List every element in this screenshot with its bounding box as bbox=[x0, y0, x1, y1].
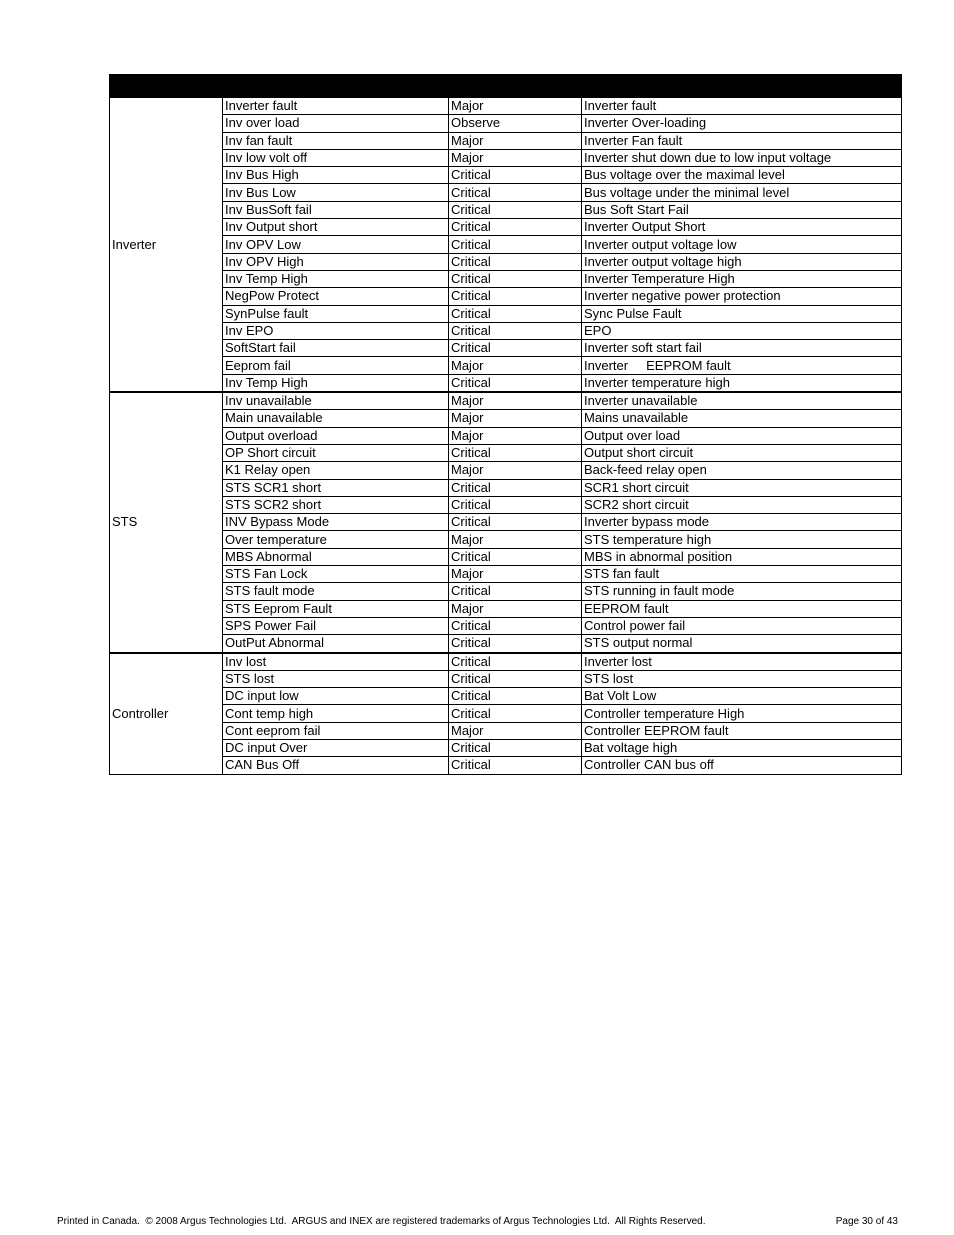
alarm-name-cell: STS Eeprom Fault bbox=[223, 600, 449, 617]
alarm-name-cell: Inv fan fault bbox=[223, 132, 449, 149]
alarm-name-cell: MBS Abnormal bbox=[223, 548, 449, 565]
alarm-name-cell: Main unavailable bbox=[223, 410, 449, 427]
alarm-name-cell: SynPulse fault bbox=[223, 305, 449, 322]
description-cell: Control power fail bbox=[582, 617, 902, 634]
group-controller bbox=[110, 653, 902, 775]
table-row bbox=[110, 253, 902, 270]
description-cell: STS running in fault mode bbox=[582, 583, 902, 600]
description-cell: SCR2 short circuit bbox=[582, 496, 902, 513]
severity-cell: Observe bbox=[449, 115, 582, 132]
description-cell: Inverter fault bbox=[582, 97, 902, 115]
description-cell: STS temperature high bbox=[582, 531, 902, 548]
table-row bbox=[110, 722, 902, 739]
header-cell-severity bbox=[449, 75, 582, 98]
table-row bbox=[110, 531, 902, 548]
table-row bbox=[110, 462, 902, 479]
alarm-name-cell: Inv EPO bbox=[223, 322, 449, 339]
table-row bbox=[110, 270, 902, 287]
group-inverter bbox=[110, 97, 902, 392]
severity-cell: Major bbox=[449, 392, 582, 410]
description-cell: EPO bbox=[582, 322, 902, 339]
severity-cell: Major bbox=[449, 410, 582, 427]
description-cell: Inverter bypass mode bbox=[582, 514, 902, 531]
alarm-name-cell: INV Bypass Mode bbox=[223, 514, 449, 531]
alarm-name-cell: STS Fan Lock bbox=[223, 566, 449, 583]
table-row bbox=[110, 288, 902, 305]
severity-cell: Critical bbox=[449, 270, 582, 287]
alarm-name-cell: Inv Temp High bbox=[223, 374, 449, 392]
table-row bbox=[110, 600, 902, 617]
description-cell: Inverter Over-loading bbox=[582, 115, 902, 132]
table-row bbox=[110, 566, 902, 583]
alarm-name-cell: OutPut Abnormal bbox=[223, 635, 449, 653]
table-row bbox=[110, 653, 902, 671]
severity-cell: Critical bbox=[449, 444, 582, 461]
severity-cell: Critical bbox=[449, 219, 582, 236]
table-header bbox=[110, 75, 902, 98]
alarm-name-cell: Inv lost bbox=[223, 653, 449, 671]
table-row bbox=[110, 236, 902, 253]
description-cell: Inverter unavailable bbox=[582, 392, 902, 410]
table-row bbox=[110, 374, 902, 392]
severity-cell: Major bbox=[449, 566, 582, 583]
severity-cell: Critical bbox=[449, 374, 582, 392]
description-cell: Inverter negative power protection bbox=[582, 288, 902, 305]
alarm-name-cell: DC input low bbox=[223, 688, 449, 705]
alarm-name-cell: Inv OPV Low bbox=[223, 236, 449, 253]
severity-cell: Major bbox=[449, 427, 582, 444]
severity-cell: Major bbox=[449, 600, 582, 617]
description-cell: Controller temperature High bbox=[582, 705, 902, 722]
table-row bbox=[110, 705, 902, 722]
description-cell: Controller EEPROM fault bbox=[582, 722, 902, 739]
severity-cell: Critical bbox=[449, 167, 582, 184]
table-row bbox=[110, 322, 902, 339]
alarm-name-cell: CAN Bus Off bbox=[223, 757, 449, 774]
table-row bbox=[110, 115, 902, 132]
alarm-name-cell: Inv over load bbox=[223, 115, 449, 132]
severity-cell: Major bbox=[449, 531, 582, 548]
description-cell: Bat voltage high bbox=[582, 739, 902, 756]
table-row bbox=[110, 548, 902, 565]
alarm-name-cell: Eeprom fail bbox=[223, 357, 449, 374]
severity-cell: Major bbox=[449, 149, 582, 166]
table-row bbox=[110, 149, 902, 166]
description-cell: Inverter Temperature High bbox=[582, 270, 902, 287]
table-row bbox=[110, 97, 902, 115]
severity-cell: Critical bbox=[449, 739, 582, 756]
header-row bbox=[110, 75, 902, 98]
table-row bbox=[110, 670, 902, 687]
severity-cell: Critical bbox=[449, 548, 582, 565]
alarm-name-cell: Inverter fault bbox=[223, 97, 449, 115]
severity-cell: Critical bbox=[449, 253, 582, 270]
description-cell: Output short circuit bbox=[582, 444, 902, 461]
severity-cell: Critical bbox=[449, 653, 582, 671]
severity-cell: Major bbox=[449, 462, 582, 479]
description-cell: STS fan fault bbox=[582, 566, 902, 583]
footer-page-number: Page 30 of 43 bbox=[835, 1216, 898, 1227]
severity-cell: Critical bbox=[449, 322, 582, 339]
table-row bbox=[110, 514, 902, 531]
description-cell: STS output normal bbox=[582, 635, 902, 653]
description-cell: Inverter shut down due to low input voltage bbox=[582, 149, 902, 166]
description-cell: MBS in abnormal position bbox=[582, 548, 902, 565]
alarm-table bbox=[109, 74, 902, 775]
severity-cell: Critical bbox=[449, 288, 582, 305]
table-row bbox=[110, 410, 902, 427]
table-row bbox=[110, 305, 902, 322]
description-cell: Mains unavailable bbox=[582, 410, 902, 427]
table-row bbox=[110, 617, 902, 634]
alarm-name-cell: STS SCR1 short bbox=[223, 479, 449, 496]
table-row bbox=[110, 739, 902, 756]
description-cell: EEPROM fault bbox=[582, 600, 902, 617]
group-label-cell: Controller bbox=[110, 653, 223, 775]
table-row bbox=[110, 132, 902, 149]
alarm-name-cell: Inv OPV High bbox=[223, 253, 449, 270]
description-cell: Controller CAN bus off bbox=[582, 757, 902, 774]
severity-cell: Critical bbox=[449, 236, 582, 253]
alarm-name-cell: Inv BusSoft fail bbox=[223, 201, 449, 218]
description-cell: Sync Pulse Fault bbox=[582, 305, 902, 322]
alarm-name-cell: Cont eeprom fail bbox=[223, 722, 449, 739]
table-row bbox=[110, 583, 902, 600]
severity-cell: Critical bbox=[449, 583, 582, 600]
table-row bbox=[110, 444, 902, 461]
description-cell: Output over load bbox=[582, 427, 902, 444]
alarm-name-cell: Inv Bus Low bbox=[223, 184, 449, 201]
table-row bbox=[110, 201, 902, 218]
severity-cell: Critical bbox=[449, 479, 582, 496]
alarm-name-cell: Inv Output short bbox=[223, 219, 449, 236]
severity-cell: Critical bbox=[449, 705, 582, 722]
severity-cell: Major bbox=[449, 132, 582, 149]
table-row bbox=[110, 184, 902, 201]
footer-copyright: Printed in Canada. © 2008 Argus Technologies Ltd. ARGUS and INEX are registered trademarks of Argus Technologies Ltd. All Rights Reserved. bbox=[57, 1216, 706, 1227]
severity-cell: Critical bbox=[449, 617, 582, 634]
description-cell: Inverter output voltage low bbox=[582, 236, 902, 253]
table-row bbox=[110, 496, 902, 513]
table-row bbox=[110, 427, 902, 444]
description-cell: Back-feed relay open bbox=[582, 462, 902, 479]
severity-cell: Critical bbox=[449, 305, 582, 322]
alarm-name-cell: SPS Power Fail bbox=[223, 617, 449, 634]
description-cell: Inverter soft start fail bbox=[582, 340, 902, 357]
severity-cell: Critical bbox=[449, 688, 582, 705]
description-cell: Inverter temperature high bbox=[582, 374, 902, 392]
description-cell: Bus voltage over the maximal level bbox=[582, 167, 902, 184]
alarm-name-cell: Cont temp high bbox=[223, 705, 449, 722]
group-label-cell: Inverter bbox=[110, 97, 223, 392]
alarm-name-cell: Inv Bus High bbox=[223, 167, 449, 184]
severity-cell: Major bbox=[449, 97, 582, 115]
alarm-name-cell: STS SCR2 short bbox=[223, 496, 449, 513]
description-cell: Bat Volt Low bbox=[582, 688, 902, 705]
table-row bbox=[110, 167, 902, 184]
description-cell: Inverter output voltage high bbox=[582, 253, 902, 270]
description-cell: Bus voltage under the minimal level bbox=[582, 184, 902, 201]
severity-cell: Major bbox=[449, 722, 582, 739]
group-sts bbox=[110, 392, 902, 652]
severity-cell: Critical bbox=[449, 514, 582, 531]
table-row bbox=[110, 757, 902, 774]
severity-cell: Critical bbox=[449, 670, 582, 687]
severity-cell: Critical bbox=[449, 757, 582, 774]
alarm-name-cell: SoftStart fail bbox=[223, 340, 449, 357]
alarm-name-cell: DC input Over bbox=[223, 739, 449, 756]
alarm-name-cell: NegPow Protect bbox=[223, 288, 449, 305]
header-cell-group bbox=[110, 75, 223, 98]
alarm-name-cell: Over temperature bbox=[223, 531, 449, 548]
severity-cell: Critical bbox=[449, 496, 582, 513]
table-row bbox=[110, 392, 902, 410]
description-cell: Bus Soft Start Fail bbox=[582, 201, 902, 218]
alarm-name-cell: Inv Temp High bbox=[223, 270, 449, 287]
table-row bbox=[110, 479, 902, 496]
description-cell: Inverter Fan fault bbox=[582, 132, 902, 149]
header-cell-description bbox=[582, 75, 902, 98]
alarm-name-cell: Inv unavailable bbox=[223, 392, 449, 410]
description-cell: Inverter EEPROM fault bbox=[582, 357, 902, 374]
table-row bbox=[110, 688, 902, 705]
alarm-name-cell: Output overload bbox=[223, 427, 449, 444]
alarm-name-cell: K1 Relay open bbox=[223, 462, 449, 479]
group-label-cell: STS bbox=[110, 392, 223, 652]
description-cell: SCR1 short circuit bbox=[582, 479, 902, 496]
alarm-name-cell: OP Short circuit bbox=[223, 444, 449, 461]
severity-cell: Critical bbox=[449, 340, 582, 357]
severity-cell: Critical bbox=[449, 184, 582, 201]
table-row bbox=[110, 219, 902, 236]
table-row bbox=[110, 357, 902, 374]
table-row bbox=[110, 635, 902, 653]
severity-cell: Critical bbox=[449, 201, 582, 218]
description-cell: STS lost bbox=[582, 670, 902, 687]
severity-cell: Critical bbox=[449, 635, 582, 653]
description-cell: Inverter Output Short bbox=[582, 219, 902, 236]
table-row bbox=[110, 340, 902, 357]
alarm-name-cell: STS fault mode bbox=[223, 583, 449, 600]
header-cell-alarm bbox=[223, 75, 449, 98]
description-cell: Inverter lost bbox=[582, 653, 902, 671]
severity-cell: Major bbox=[449, 357, 582, 374]
alarm-name-cell: Inv low volt off bbox=[223, 149, 449, 166]
alarm-name-cell: STS lost bbox=[223, 670, 449, 687]
